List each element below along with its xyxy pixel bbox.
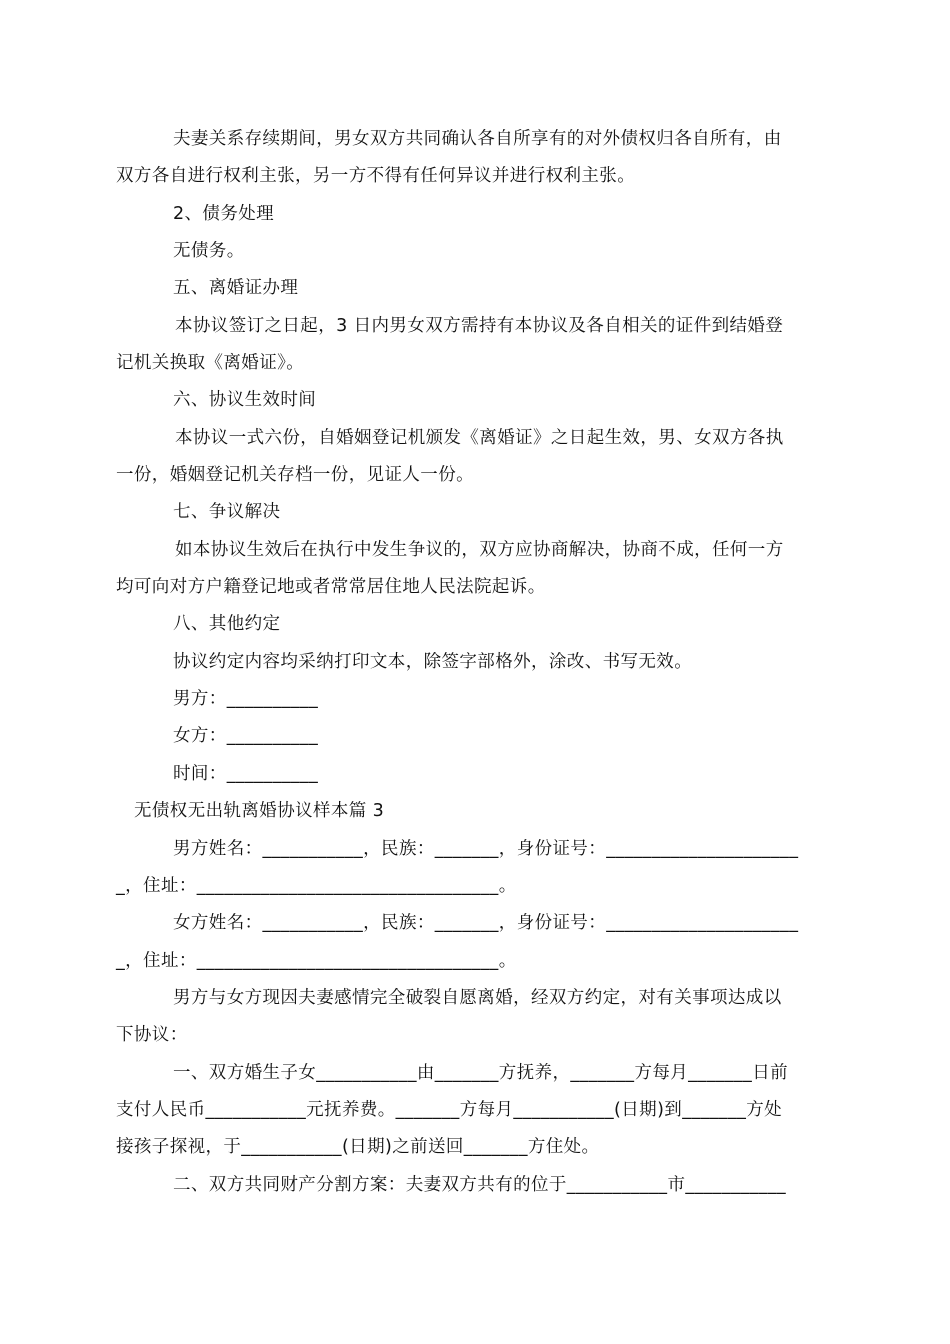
article-two-line-1: 二、双方共同财产分割方案：夫妻双方共有的位于___________市___________ xyxy=(173,1175,786,1195)
article-one-line-3: 接孩子探视，于___________(日期)之前送回_______方住处。 xyxy=(116,1137,600,1157)
section-seven-line-2: 均可向对方户籍登记地或者常常居住地人民法院起诉。 xyxy=(116,577,546,597)
article-one-line-1: 一、双方婚生子女___________由_______方抚养，_______方每月_______日前 xyxy=(173,1063,788,1083)
male-info-line-1: 男方姓名：___________，民族：_______，身份证号：_____________________ xyxy=(173,839,799,859)
creditor-paragraph-line-2: 双方各自进行权利主张，另一方不得有任何异议并进行权利主张。 xyxy=(116,166,636,186)
female-info-line-2: _，住址：_________________________________。 xyxy=(116,951,517,971)
intro-line-1: 男方与女方现因夫妻感情完全破裂自愿离婚，经双方约定，对有关事项达成以 xyxy=(173,988,782,1008)
section-seven-line-1: 如本协议生效后在执行中发生争议的，双方应协商解决，协商不成，任何一方 xyxy=(175,540,784,560)
section-six-heading: 六、协议生效时间 xyxy=(173,390,317,410)
creditor-paragraph-line-1: 夫妻关系存续期间，男女双方共同确认各自所享有的对外债权归各自所有，由 xyxy=(173,129,782,149)
sample-three-title: 无债权无出轨离婚协议样本篇 3 xyxy=(134,801,385,821)
signature-female: 女方：__________ xyxy=(173,726,319,746)
section-five-heading: 五、离婚证办理 xyxy=(173,278,299,298)
section-eight-heading: 八、其他约定 xyxy=(173,614,281,634)
male-info-line-2: _，住址：_________________________________。 xyxy=(116,876,517,896)
section-six-line-2: 一份，婚姻登记机关存档一份，见证人一份。 xyxy=(116,465,474,485)
section-five-line-2: 记机关换取《离婚证》。 xyxy=(116,353,305,373)
signature-time: 时间：__________ xyxy=(173,764,319,784)
section-five-line-1: 本协议签订之日起，3 日内男女双方需持有本协议及各自相关的证件到结婚登 xyxy=(175,316,784,336)
section-seven-heading: 七、争议解决 xyxy=(173,502,281,522)
female-info-line-1: 女方姓名：___________，民族：_______，身份证号：_____________________ xyxy=(173,913,799,933)
no-debt-text: 无债务。 xyxy=(173,241,245,261)
section-eight-text: 协议约定内容均采纳打印文本，除签字部格外，涂改、书写无效。 xyxy=(173,652,693,672)
intro-line-2: 下协议： xyxy=(116,1025,188,1045)
article-one-line-2: 支付人民币___________元抚养费。_______方每月___________(日期)到_______方处 xyxy=(116,1100,783,1120)
signature-male: 男方：__________ xyxy=(173,689,319,709)
section-six-line-1: 本协议一式六份，自婚姻登记机颁发《离婚证》之日起生效，男、女双方各执 xyxy=(175,428,784,448)
debt-heading: 2、债务处理 xyxy=(173,204,275,224)
